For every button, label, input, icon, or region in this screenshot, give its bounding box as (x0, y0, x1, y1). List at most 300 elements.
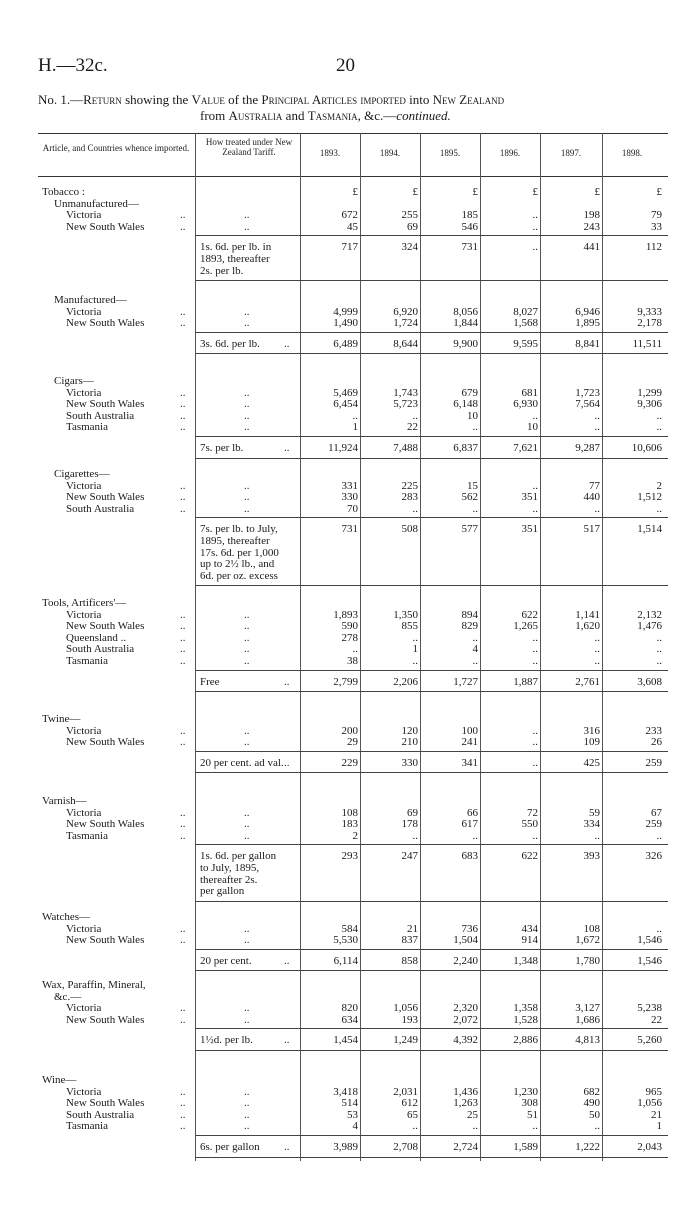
total-cell: 1,887 (513, 675, 538, 688)
country-label: Victoria (66, 209, 102, 222)
table-cell: 26 (651, 736, 662, 749)
table-cell: 820 (341, 1002, 358, 1015)
table-cell: 210 (401, 736, 418, 749)
country-label: Tasmania (66, 829, 108, 842)
table-cell: 617 (461, 818, 478, 831)
table-cell: 681 (521, 386, 538, 399)
leader-dots: .. (180, 398, 186, 411)
total-cell: 6,489 (333, 337, 358, 350)
section-heading: Tools, Artificers'— (42, 597, 127, 609)
table-cell: .. (532, 220, 538, 233)
leader-dots: .. (284, 675, 290, 688)
tariff-treatment: 20 per cent. (200, 954, 252, 967)
leader-dots: .. (180, 1108, 186, 1121)
table-cell: 1,895 (575, 317, 600, 330)
table-cell: 308 (521, 1097, 538, 1110)
country-label: Tasmania (66, 1120, 108, 1133)
table-cell: 4 (352, 1120, 358, 1133)
leader-dots: .. (180, 386, 186, 399)
tariff-treatment: 3s. 6d. per lb. (200, 337, 260, 350)
leader-dots: .. (180, 502, 186, 515)
tariff-treatment: 20 per cent. ad val. (200, 756, 284, 769)
leader-dots: .. (180, 409, 186, 422)
column-rule (360, 133, 361, 1161)
currency-symbol: £ (656, 186, 662, 198)
total-cell: 622 (521, 850, 538, 863)
total-cell: 731 (341, 523, 358, 536)
leader-dots: .. (244, 736, 250, 749)
table-cell: 108 (341, 806, 358, 819)
column-header-1898: 1898. (621, 148, 643, 158)
table-cell: .. (532, 655, 538, 667)
total-cell: 4,813 (575, 1034, 600, 1047)
total-cell: 508 (401, 523, 418, 536)
leader-dots: .. (180, 1097, 186, 1110)
table-cell: 837 (401, 934, 418, 947)
table-cell: 193 (401, 1013, 418, 1026)
leader-dots: .. (244, 922, 250, 935)
total-cell: 2,799 (333, 675, 358, 688)
leader-dots: .. (180, 724, 186, 737)
total-cell: 683 (461, 850, 478, 863)
table-cell: 67 (651, 806, 662, 819)
leader-dots: .. (244, 491, 250, 504)
table-cell: .. (532, 502, 538, 515)
country-label: South Australia (66, 409, 135, 422)
table-cell: .. (594, 631, 600, 644)
leader-dots: .. (244, 806, 250, 819)
table-cell: 8,056 (453, 305, 478, 318)
table-cell: 198 (583, 209, 600, 222)
leader-dots: .. (180, 491, 186, 504)
total-cell: 8,841 (575, 337, 600, 350)
table-cell: .. (412, 409, 418, 422)
table-cell: .. (656, 643, 662, 656)
table-cell: 1,723 (575, 386, 600, 399)
leader-dots: .. (244, 1108, 250, 1121)
table-cell: 1,893 (333, 608, 358, 621)
total-cell: 2,240 (453, 954, 478, 967)
leader-dots: .. (180, 736, 186, 749)
table-cell: 278 (341, 631, 358, 644)
table-cell: 2 (352, 829, 358, 842)
total-cell: 2,724 (453, 1141, 478, 1153)
table-cell: .. (594, 502, 600, 515)
table-cell: 1,504 (453, 934, 478, 947)
column-rule (300, 133, 301, 1161)
tariff-treatment: thereafter 2s. (200, 873, 258, 886)
total-cell: 9,900 (453, 337, 478, 350)
table-cell: 10 (527, 421, 538, 434)
table-cell: 3,127 (575, 1002, 600, 1015)
table-cell: .. (412, 1120, 418, 1133)
table-cell: 178 (401, 818, 418, 831)
table-cell: 1,265 (513, 620, 538, 633)
section-heading: Cigars— (54, 375, 94, 387)
table-cell: 546 (461, 220, 478, 233)
country-label: South Australia (66, 1108, 135, 1121)
leader-dots: .. (180, 479, 186, 492)
section-bottom-rule (195, 1050, 668, 1051)
table-cell: 1,844 (453, 317, 478, 330)
section-bottom-rule (195, 691, 668, 692)
section-heading: Varnish— (42, 795, 87, 807)
country-label: Victoria (66, 922, 102, 935)
tariff-treatment: 6s. per gallon (200, 1141, 260, 1153)
table-cell: .. (472, 421, 478, 434)
table-cell: .. (594, 655, 600, 667)
total-cell: 3,608 (637, 675, 662, 688)
column-header-article: Article, and Countries whence imported. (42, 143, 190, 153)
country-label: Victoria (66, 806, 102, 819)
table-cell: 1,528 (513, 1013, 538, 1026)
table-cell: 2,320 (453, 1002, 478, 1015)
table-cell: .. (656, 655, 662, 667)
leader-dots: .. (180, 317, 186, 330)
total-cell: 1,514 (637, 523, 662, 536)
table-cell: 1,672 (575, 934, 600, 947)
table-cell: 1,546 (637, 934, 662, 947)
total-cell: 3,989 (333, 1141, 358, 1153)
currency-symbol: £ (412, 186, 418, 198)
leader-dots: .. (244, 479, 250, 492)
total-cell: 1,348 (513, 954, 538, 967)
column-header-1894: 1894. (379, 148, 401, 158)
table-cell: 29 (347, 736, 358, 749)
table-cell: .. (594, 421, 600, 434)
leader-dots: .. (180, 806, 186, 819)
table-cell: 6,454 (333, 398, 358, 411)
subtotal-rule (195, 751, 668, 752)
subtotal-rule (195, 844, 668, 845)
table-cell: .. (594, 409, 600, 422)
total-cell: 2,886 (513, 1034, 538, 1047)
total-cell: 731 (461, 241, 478, 254)
country-label: Victoria (66, 608, 102, 621)
table-cell: 109 (583, 736, 600, 749)
total-cell: 2,761 (575, 675, 600, 688)
table-cell: .. (594, 643, 600, 656)
table-cell: 1,686 (575, 1013, 600, 1026)
table-cell: 51 (527, 1108, 538, 1121)
table-cell: 612 (401, 1097, 418, 1110)
table-cell: .. (472, 1120, 478, 1133)
total-cell: 1,454 (333, 1034, 358, 1047)
table-cell: 562 (461, 491, 478, 504)
table-top-rule (38, 133, 668, 134)
country-label: Queensland .. (66, 631, 127, 644)
table-header-rule (38, 176, 668, 177)
section-bottom-rule (195, 585, 668, 586)
table-cell: .. (532, 643, 538, 656)
total-cell: 5,260 (637, 1034, 662, 1047)
table-cell: .. (352, 643, 358, 656)
table-cell: 440 (583, 491, 600, 504)
leader-dots: .. (244, 620, 250, 633)
leader-dots: .. (244, 829, 250, 842)
table-cell: 65 (407, 1108, 418, 1121)
total-cell: 112 (645, 241, 662, 254)
total-cell: 330 (401, 756, 418, 769)
table-cell: 69 (407, 220, 418, 233)
subtotal-rule (195, 949, 668, 950)
section-bottom-rule (195, 458, 668, 459)
table-cell: 255 (401, 209, 418, 222)
column-header-1897: 1897. (560, 148, 582, 158)
table-cell: .. (656, 631, 662, 644)
table-cell: 77 (589, 479, 600, 492)
table-cell: .. (532, 479, 538, 492)
tariff-treatment: 6d. per oz. excess (200, 569, 278, 582)
table-cell: 45 (347, 220, 358, 233)
leader-dots: .. (180, 934, 186, 947)
leader-dots: .. (180, 922, 186, 935)
leader-dots: .. (244, 502, 250, 515)
table-cell: 634 (341, 1013, 358, 1026)
table-cell: .. (412, 631, 418, 644)
section-heading: Wax, Paraffin, Mineral, (42, 979, 146, 991)
table-cell: 243 (583, 220, 600, 233)
table-cell: 584 (341, 922, 358, 935)
table-cell: 682 (583, 1085, 600, 1098)
total-cell: 577 (461, 523, 478, 536)
total-cell: 351 (521, 523, 538, 536)
table-cell: .. (352, 409, 358, 422)
table-cell: 1 (656, 1120, 662, 1133)
table-cell: 894 (461, 608, 478, 621)
country-label: New South Wales (66, 491, 145, 504)
tariff-treatment: Free (200, 675, 220, 688)
table-cell: 2,072 (453, 1013, 478, 1026)
total-cell: 1,546 (637, 954, 662, 967)
country-label: Victoria (66, 386, 102, 399)
table-cell: .. (532, 1120, 538, 1133)
table-cell: 1,436 (453, 1085, 478, 1098)
country-label: Victoria (66, 1002, 102, 1015)
table-cell: 590 (341, 620, 358, 633)
total-cell: 259 (645, 756, 662, 769)
leader-dots: .. (180, 220, 186, 233)
table-cell: 7,564 (575, 398, 600, 411)
country-label: New South Wales (66, 398, 145, 411)
leader-dots: .. (180, 655, 186, 667)
section-heading: Manufactured— (54, 294, 127, 306)
table-cell: 1,568 (513, 317, 538, 330)
table-cell: 1,056 (637, 1097, 662, 1110)
table-cell: 1,299 (637, 386, 662, 399)
section-bottom-rule (195, 901, 668, 902)
subtotal-rule (195, 1135, 668, 1136)
table-cell: .. (412, 829, 418, 842)
table-cell: 6,148 (453, 398, 478, 411)
leader-dots: .. (180, 305, 186, 318)
column-rule (480, 133, 481, 1161)
currency-symbol: £ (532, 186, 538, 198)
total-cell: 393 (583, 850, 600, 863)
table-cell: 3,418 (333, 1085, 358, 1098)
table-cell: .. (656, 922, 662, 935)
country-label: Victoria (66, 1085, 102, 1098)
country-label: Victoria (66, 479, 102, 492)
leader-dots: .. (244, 317, 250, 330)
table-cell: 38 (347, 655, 358, 667)
table-cell: 69 (407, 806, 418, 819)
tariff-treatment: to July, 1895, (200, 862, 260, 874)
country-label: New South Wales (66, 317, 145, 330)
table-cell: 5,469 (333, 386, 358, 399)
tariff-treatment: 17s. 6d. per 1,000 (200, 546, 279, 559)
total-cell: .. (532, 241, 538, 254)
table-cell: 66 (467, 806, 478, 819)
column-rule (195, 133, 196, 1161)
table-cell: 672 (341, 209, 358, 222)
leader-dots: .. (284, 756, 290, 769)
total-cell: 9,595 (513, 337, 538, 350)
table-cell: 6,946 (575, 305, 600, 318)
section-bottom-rule (195, 970, 668, 971)
table-cell: .. (594, 829, 600, 842)
leader-dots: .. (244, 631, 250, 644)
total-cell: 4,392 (453, 1034, 478, 1047)
tariff-treatment: 7s. per lb. to July, (200, 523, 278, 536)
table-cell: .. (594, 1120, 600, 1133)
table-cell: 2,031 (393, 1085, 418, 1098)
total-cell: 7,488 (393, 442, 418, 454)
total-cell: 1,589 (513, 1141, 538, 1153)
table-cell: 72 (527, 806, 538, 819)
table-cell: .. (472, 655, 478, 667)
table-cell: .. (472, 502, 478, 515)
leader-dots: .. (244, 386, 250, 399)
table-cell: 1,743 (393, 386, 418, 399)
country-label: South Australia (66, 643, 135, 656)
section-heading: Twine— (42, 713, 81, 725)
total-cell: 9,287 (575, 442, 600, 454)
table-cell: 736 (461, 922, 478, 935)
table-cell: 100 (461, 724, 478, 737)
total-cell: 229 (341, 756, 358, 769)
section-bottom-rule (195, 353, 668, 354)
total-cell: 2,043 (637, 1141, 662, 1153)
country-label: Victoria (66, 305, 102, 318)
total-cell: 6,837 (453, 442, 478, 454)
table-cell: 4,999 (333, 305, 358, 318)
leader-dots: .. (244, 209, 250, 222)
total-cell: 324 (401, 241, 418, 254)
table-cell: 259 (645, 818, 662, 831)
table-cell: .. (532, 409, 538, 422)
table-cell: 9,306 (637, 398, 662, 411)
table-cell: 70 (347, 502, 358, 515)
table-cell: 1 (352, 421, 358, 434)
leader-dots: .. (284, 442, 290, 454)
table-cell: 2 (656, 479, 662, 492)
country-label: South Australia (66, 502, 135, 515)
subtotal-rule (195, 332, 668, 333)
table-cell: 351 (521, 491, 538, 504)
leader-dots: .. (244, 220, 250, 233)
leader-dots: .. (284, 337, 290, 350)
table-cell: 5,238 (637, 1002, 662, 1015)
table-cell: 4 (472, 643, 478, 656)
section-subheading: Unmanufactured— (54, 197, 139, 210)
table-cell: 6,930 (513, 398, 538, 411)
tariff-treatment: 1½d. per lb. (200, 1034, 253, 1047)
table-cell: 434 (521, 922, 538, 935)
leader-dots: .. (180, 209, 186, 222)
table-cell: .. (532, 736, 538, 749)
table-cell: .. (656, 502, 662, 515)
table-cell: 1,263 (453, 1097, 478, 1110)
leader-dots: .. (244, 608, 250, 621)
leader-dots: .. (180, 1085, 186, 1098)
table-cell: .. (412, 502, 418, 515)
table-cell: 2,132 (637, 608, 662, 621)
column-rule (540, 133, 541, 1161)
column-header-1896: 1896. (499, 148, 521, 158)
column-rule (420, 133, 421, 1161)
leader-dots: .. (244, 934, 250, 947)
subtotal-rule (195, 517, 668, 518)
table-cell: 21 (407, 922, 418, 935)
table-cell: 1,512 (637, 491, 662, 504)
column-header-1893: 1893. (319, 148, 341, 158)
table-cell: .. (532, 209, 538, 222)
leader-dots: .. (180, 818, 186, 831)
table-cell: .. (656, 421, 662, 434)
leader-dots: .. (180, 1013, 186, 1026)
table-cell: 283 (401, 491, 418, 504)
total-cell: 341 (461, 756, 478, 769)
tariff-treatment: up to 2½ lb., and (200, 558, 275, 571)
leader-dots: .. (244, 1002, 250, 1015)
table-cell: .. (412, 655, 418, 667)
total-cell: 517 (583, 523, 600, 536)
column-rule (602, 133, 603, 1161)
table-cell: 5,530 (333, 934, 358, 947)
table-cell: 1,476 (637, 620, 662, 633)
table-cell: 829 (461, 620, 478, 633)
page-reference: H.—32c. (38, 55, 108, 76)
table-cell: 120 (401, 724, 418, 737)
leader-dots: .. (180, 421, 186, 434)
tariff-treatment: 1s. 6d. per lb. in (200, 241, 272, 254)
leader-dots: .. (180, 620, 186, 633)
leader-dots: .. (244, 421, 250, 434)
table-cell: 9,333 (637, 305, 662, 318)
table-cell: 21 (651, 1108, 662, 1121)
country-label: New South Wales (66, 736, 145, 749)
table-cell: 1,358 (513, 1002, 538, 1015)
table-cell: 50 (589, 1108, 600, 1121)
country-label: Tasmania (66, 421, 108, 434)
table-cell: 183 (341, 818, 358, 831)
leader-dots: .. (180, 1120, 186, 1133)
leader-dots: .. (244, 1085, 250, 1098)
currency-symbol: £ (594, 186, 600, 198)
table-cell: 679 (461, 386, 478, 399)
subtotal-rule (195, 235, 668, 236)
leader-dots: .. (244, 1120, 250, 1133)
total-cell: 247 (401, 850, 418, 863)
total-cell: 2,708 (393, 1141, 418, 1153)
country-label: New South Wales (66, 934, 145, 947)
leader-dots: .. (244, 398, 250, 411)
table-cell: 1,141 (575, 608, 600, 621)
table-cell: .. (532, 631, 538, 644)
total-cell: 11,511 (632, 337, 662, 350)
tariff-treatment: 1895, thereafter (200, 535, 270, 547)
